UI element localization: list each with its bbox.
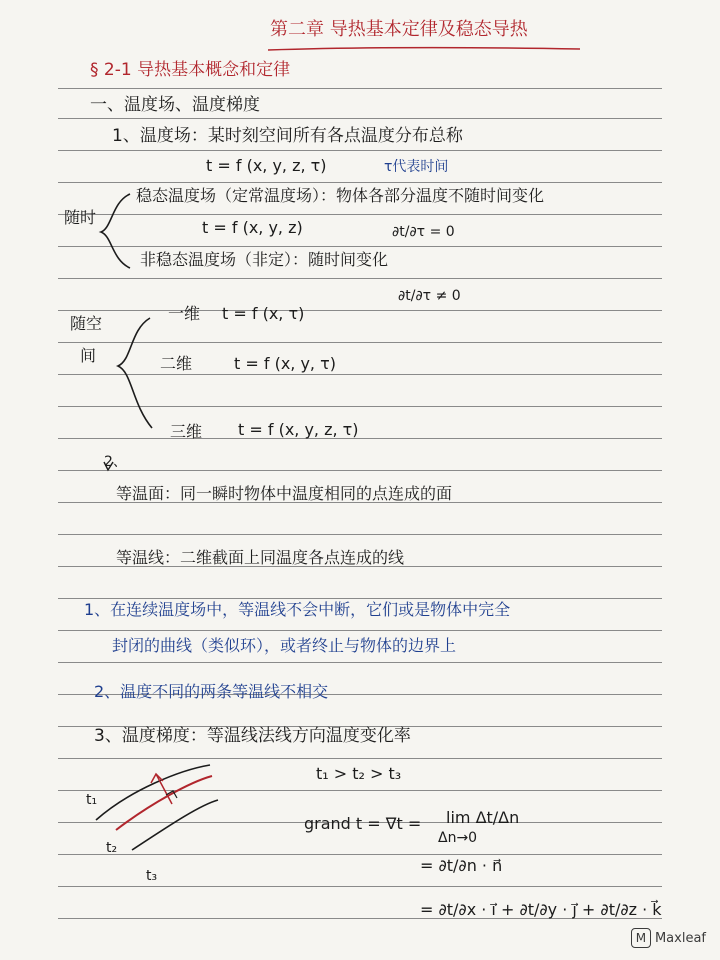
label-with-time-1: 随时 (64, 208, 97, 227)
isotherm-line-definition: 等温线：二维截面上同温度各点连成的线 (116, 548, 405, 567)
label-with-space-1: 随空 (70, 314, 103, 333)
note-1-line-b: 封闭的曲线（类似环），或者终止与物体的边界上 (112, 636, 457, 655)
dim-1-label: 一维 (168, 304, 201, 323)
isotherm-surface-definition: 等温面：同一瞬时物体中温度相同的点连成的面 (116, 484, 453, 503)
formula-t-xyz-tau: t = f (x, y, z, τ) (206, 156, 327, 175)
note-2: 2、温度不同的两条等温线不相交 (94, 682, 329, 701)
formula-steady: t = f (x, y, z) (202, 218, 303, 237)
gradient-limit-subscript: Δn→0 (438, 830, 478, 846)
heading-1: 一、温度场、温度梯度 (90, 95, 260, 115)
unsteady-temperature-field: 非稳态温度场（非定）：随时间变化 (140, 250, 389, 269)
maxleaf-logo-icon: M (631, 928, 651, 948)
dim-3-label: 三维 (170, 422, 203, 441)
sketch-label-t1: t₁ (86, 792, 98, 808)
item-2-mark: 2、 (104, 454, 127, 470)
sketch-label-t3: t₃ (146, 868, 158, 884)
steady-temperature-field: 稳态温度场（定常温度场）：物体各部分温度不随时间变化 (136, 186, 545, 205)
dim-1-formula: t = f (x, τ) (222, 304, 305, 323)
section-heading: § 2-1 导热基本概念和定律 (90, 60, 291, 80)
watermark-text: Maxleaf (654, 930, 706, 946)
tau-time-note: τ代表时间 (384, 159, 449, 175)
page-title: 第二章 导热基本定律及稳态导热 (270, 19, 528, 40)
maxleaf-watermark (631, 928, 706, 948)
note-1-line-a: 1、在连续温度场中，等温线不会中断，它们或是物体中完全 (84, 600, 511, 619)
sketch-label-t2: t₂ (106, 840, 118, 856)
gradient-lhs: grand t = ∇t = (304, 814, 422, 833)
dim-3-formula: t = f (x, y, z, τ) (238, 420, 359, 439)
gradient-limit: lim Δt/Δn (446, 808, 520, 827)
dim-2-formula: t = f (x, y, τ) (234, 354, 336, 373)
steady-derivative-note: ∂t/∂τ = 0 (392, 224, 455, 240)
temperature-gradient-definition: 3、温度梯度：等温线法线方向温度变化率 (94, 726, 411, 746)
dim-2-label: 二维 (160, 354, 193, 373)
gradient-normal-form: = ∂t/∂n · n⃗ (420, 856, 503, 875)
temperature-field-definition: 1、温度场：某时刻空间所有各点温度分布总称 (112, 126, 463, 146)
gradient-cartesian-form: = ∂t/∂x · i⃗ + ∂t/∂y · j⃗ + ∂t/∂z · k⃗ (420, 900, 662, 919)
unsteady-derivative-note: ∂t/∂τ ≠ 0 (398, 288, 461, 304)
temperature-inequality: t₁ > t₂ > t₃ (316, 764, 402, 783)
label-with-space-2: 间 (80, 346, 97, 365)
